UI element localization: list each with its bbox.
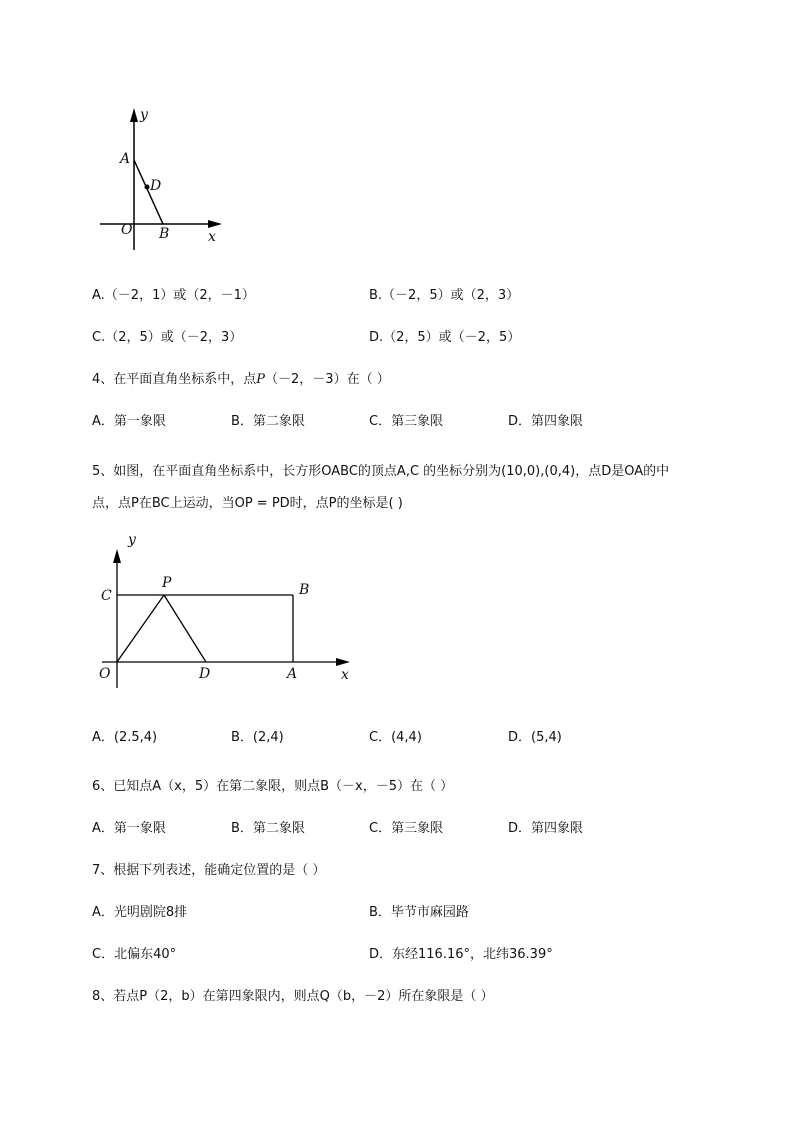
fig1-label-D: D <box>150 178 162 194</box>
q4-stem-tail: （－2，－3）在（ ） <box>265 372 390 387</box>
fig1-label-A: A <box>120 151 131 167</box>
fig1-label-y: y <box>140 107 148 123</box>
q6-option-b: B．第二象限 <box>231 821 305 836</box>
q3-option-b: B.（－2，5）或（2，3） <box>369 288 520 303</box>
q4-option-a: A．第一象限 <box>92 414 166 429</box>
q7-option-b: B．毕节市麻园路 <box>369 905 469 920</box>
q7-option-a: A．光明剧院8排 <box>92 905 188 920</box>
q5-option-d: D．(5,4) <box>508 730 562 745</box>
q5-stem-line1: 5、如图，在平面直角坐标系中，长方形OABC的顶点A,C 的坐标分别为(10,0),(0,4)，点D是OA的中 <box>92 464 670 479</box>
fig2-label-x: x <box>341 667 349 683</box>
q4-option-b: B．第二象限 <box>231 414 305 429</box>
q8-stem: 8、若点P（2，b）在第四象限内，则点Q（b，－2）所在象限是（ ） <box>92 989 494 1004</box>
q7-stem: 7、根据下列表述，能确定位置的是（ ） <box>92 863 326 878</box>
q6-stem: 6、已知点A（x，5）在第二象限，则点B（－x，－5）在（ ） <box>92 779 454 794</box>
q6-option-c: C．第三象限 <box>369 821 444 836</box>
fig2-label-O: O <box>99 666 111 682</box>
q5-option-a: A．(2.5,4) <box>92 730 158 745</box>
fig2-label-A: A <box>287 666 298 682</box>
q5-option-b: B．(2,4) <box>231 730 284 745</box>
q3-option-c: C.（2，5）或（－2，3） <box>92 330 243 345</box>
q7-option-c: C．北偏东40° <box>92 947 177 962</box>
q7-option-d: D．东经116.16°，北纬36.39° <box>369 947 553 962</box>
q6-option-a: A．第一象限 <box>92 821 166 836</box>
q4-stem-head: 4、在平面直角坐标系中，点 <box>92 372 257 387</box>
q4-option-c: C．第三象限 <box>369 414 444 429</box>
fig2-label-y: y <box>128 532 136 548</box>
q4-point: P <box>256 372 266 387</box>
fig1-label-B: B <box>159 226 170 242</box>
q3-option-a: A.（－2，1）或（2，－1） <box>92 288 255 303</box>
fig2-label-B: B <box>299 582 310 598</box>
q5-option-c: C．(4,4) <box>369 730 422 745</box>
q6-option-d: D．第四象限 <box>508 821 584 836</box>
fig2-label-D: D <box>199 666 211 682</box>
q4-option-d: D．第四象限 <box>508 414 584 429</box>
q5-stem-line2: 点，点P在BC上运动，当OP = PD时，点P的坐标是( ) <box>92 496 403 511</box>
fig1-label-x: x <box>208 229 216 245</box>
fig2-label-P: P <box>162 575 172 591</box>
q3-option-d: D.（2，5）或（－2，5） <box>369 330 521 345</box>
fig1-label-O: O <box>121 222 133 238</box>
fig2-label-C: C <box>101 588 112 604</box>
